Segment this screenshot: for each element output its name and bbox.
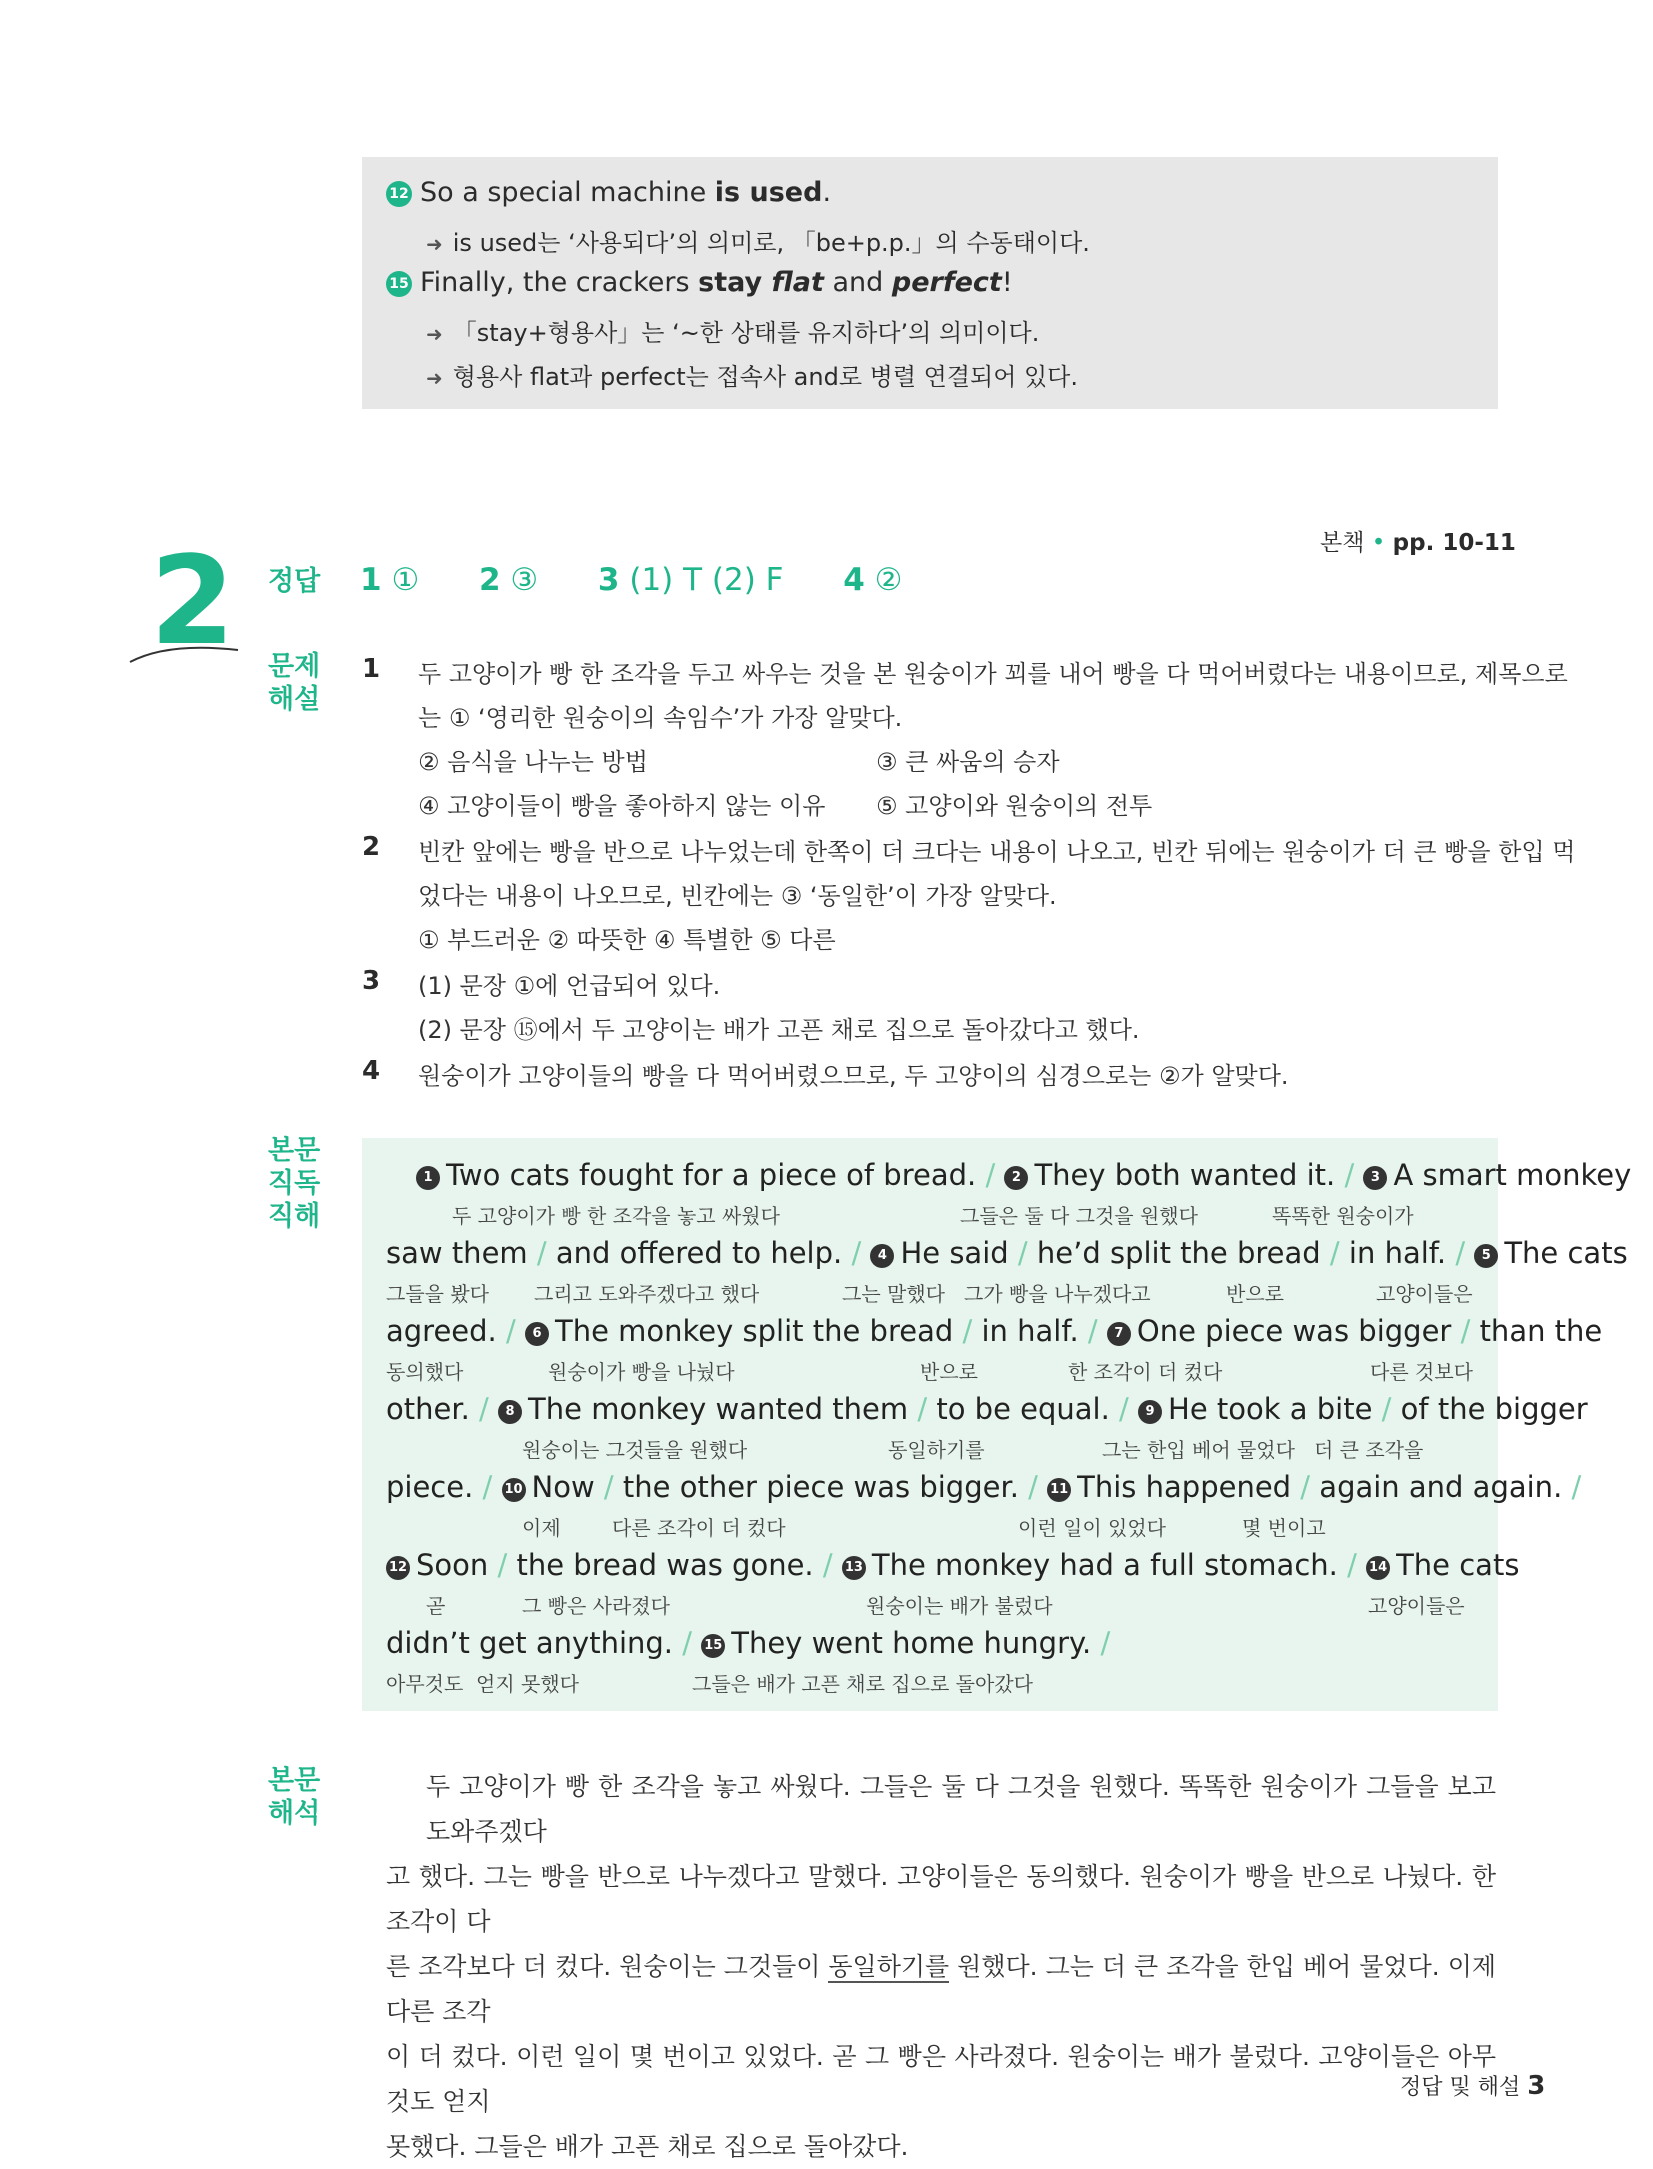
question-number: 4 bbox=[362, 1056, 381, 1086]
answer-label: 정답 bbox=[268, 566, 321, 597]
section-underline-swoosh bbox=[128, 640, 248, 670]
grammar-box bbox=[362, 157, 1498, 409]
reading-label: 본문 직독 직해 bbox=[268, 1135, 321, 1232]
explanation-label: 문제 해설 bbox=[268, 651, 321, 715]
grammar-note: ➜ 형용사 flat과 perfect는 접속사 and로 병렬 연결되어 있다. bbox=[426, 363, 1078, 391]
question-number: 3 bbox=[362, 966, 381, 996]
arrow-right-icon: ➜ bbox=[426, 322, 443, 346]
grammar-note: ➜ is used는 ‘사용되다’의 의미로, 「be+p.p.」의 수동태이다. bbox=[426, 229, 1090, 257]
question-number: 1 bbox=[362, 654, 381, 684]
arrow-right-icon: ➜ bbox=[426, 366, 443, 390]
translation-paragraph: 두 고양이가 빵 한 조각을 놓고 싸웠다. 그들은 둘 다 그것을 원했다. 똑똑한 원숭이가 그들을 보고 도와주겠다 고 했다. 그는 빵을 반으로 나누겠다고 말했다. 고양이들은 동의했다. 원숭이가 빵을 반으로 나눴다. 한 조각이 다 른 조각보다 더 컸다. 원숭이는 그것들이 동일하기를 원했다. 그는 더 큰 조각을 한입 베어 물었다. 이제 다른 조각 이 더 컸다. 이런 일이 몇 번이고 있었다. 곧 그 빵은 사라졌다. 원숭이는 배가 불렀다. 고양이들은 아무것도 얻지 못했다. 그들은 배가 고픈 채로 집으로 돌아갔다. bbox=[386, 1772, 1496, 2161]
page-number: 3 bbox=[1527, 2071, 1546, 2101]
grammar-item-15: 15 Finally, the crackers stay flat and perfect! bbox=[386, 267, 1013, 298]
question-number: 2 bbox=[362, 832, 381, 862]
grammar-item-12: 12 So a special machine is used. bbox=[386, 177, 831, 208]
sentence-number-badge: 12 bbox=[386, 181, 412, 207]
page-reference: 본책 • pp. 10-11 bbox=[1320, 530, 1516, 556]
footer: 정답 및 해설 3 bbox=[1400, 2071, 1546, 2101]
arrow-right-icon: ➜ bbox=[426, 232, 443, 256]
answer-list: 1 ① 2 ③ 3 (1) T (2) F 4 ② bbox=[360, 562, 903, 598]
grammar-note: ➜ 「stay+형용사」는 ‘~한 상태를 유지하다’의 의미이다. bbox=[426, 319, 1040, 347]
sentence-number-badge: 15 bbox=[386, 271, 412, 297]
translation-label: 본문 해석 bbox=[268, 1765, 321, 1829]
section-number: 2 bbox=[150, 530, 235, 672]
